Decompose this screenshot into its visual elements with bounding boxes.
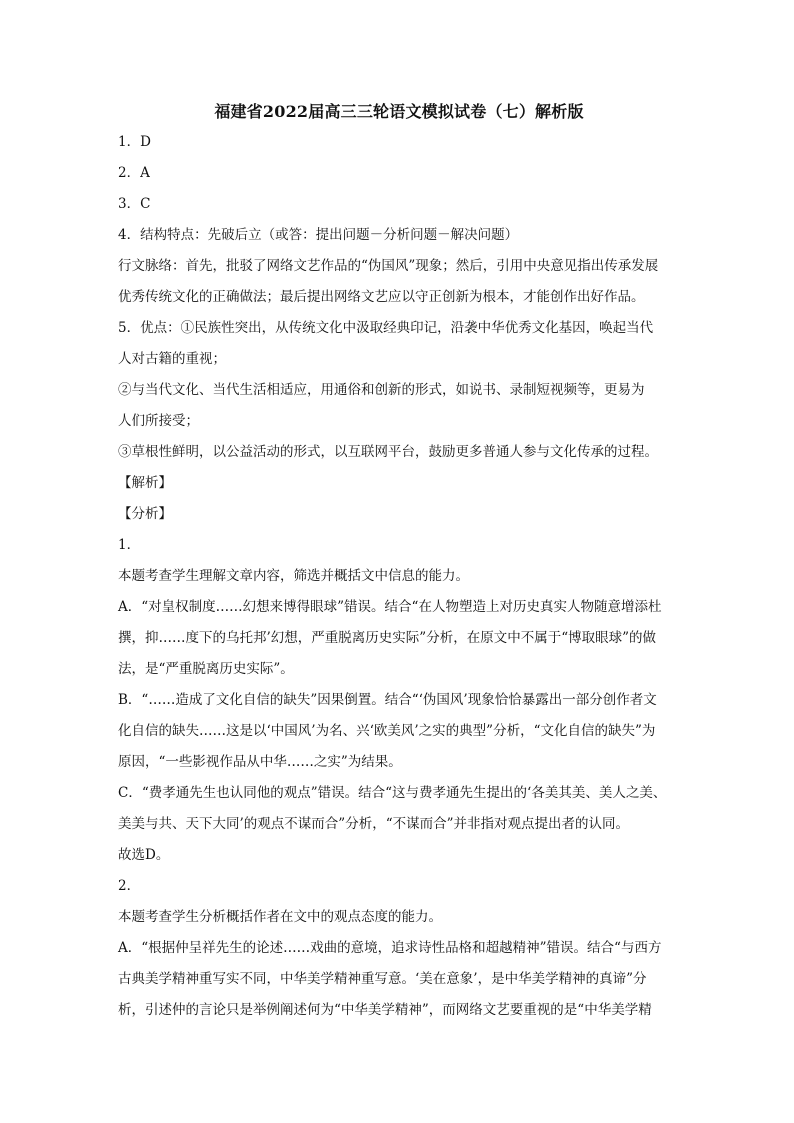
analysis-line: B．“……造成了文化自信的缺失”因果倒置。结合“‘伪国风’现象恰恰暴露出一部分创作者文 (118, 692, 657, 708)
answer-line: ③草根性鲜明，以公益活动的形式，以互联网平台，鼓励更多普通人参与文化传承的过程。 (118, 444, 658, 460)
answer-line: 人对古籍的重视； (118, 351, 226, 367)
analysis-line: A．“根据仲呈祥先生的论述……戏曲的意境，追求诗性品格和超越精神”错误。结合“与西方 (118, 940, 662, 956)
analysis-line: 撰，抑……度下的乌托邦’幻想，严重脱离历史实际”分析，在原文中不属于“博取眼球”的做 (118, 630, 656, 646)
analysis-line: 美美与共、天下大同’的观点不谋而合”分析，“不谋而合”并非指对观点提出者的认同。 (118, 816, 629, 832)
answer-line: 5．优点：①民族性突出，从传统文化中汲取经典印记，沿袭中华优秀文化基因，唤起当代 (118, 320, 654, 336)
question-number: 1． (118, 537, 141, 553)
analysis-line: C．“费孝通先生也认同他的观点”错误。结合“这与费孝通先生提出的‘各美其美、美人之美、 (118, 785, 667, 801)
analysis-line: 本题考查学生分析概括作者在文中的观点态度的能力。 (118, 909, 442, 925)
document-title: 福建省2022届高三三轮语文模拟试卷（七）解析版 (214, 102, 584, 121)
analysis-line: 法，是“严重脱离历史实际”。 (118, 661, 294, 677)
analysis-line: 析，引述仲的言论只是举例阐述何为“中华美学精神”，而网络文艺要重视的是“中华美学精 (118, 1002, 652, 1018)
document-page (118, 97, 680, 1026)
answer-line: 3．C (118, 196, 151, 212)
answer-body (118, 127, 680, 1026)
answer-line: 2．A (118, 165, 150, 181)
analysis-line: 古典美学精神重写实不同，中华美学精神重写意。‘美在意象’，是中华美学精神的真谛”分 (118, 971, 647, 987)
answer-line: 优秀传统文化的正确做法；最后提出网络文艺应以守正创新为根本，才能创作出好作品。 (118, 289, 645, 305)
answer-line: 人们所接受； (118, 413, 199, 429)
section-heading: 【分析】 (118, 506, 172, 522)
analysis-line: 原因，“一些影视作品从中华……之实”为结果。 (118, 754, 402, 770)
analysis-line: A．“对皇权制度……幻想来博得眼球”错误。结合“在人物塑造上对历史真实人物随意增添杜 (118, 599, 662, 615)
analysis-line: 故选D。 (118, 847, 170, 863)
answer-line: 行文脉络：首先，批驳了网络文艺作品的“伪国风”现象；然后，引用中央意见指出传承发展 (118, 258, 659, 274)
answer-line: 4．结构特点：先破后立（或答：提出问题－分析问题－解决问题） (118, 227, 519, 243)
question-number: 2． (118, 878, 141, 894)
analysis-line: 化自信的缺失……这是以‘中国风’为名、兴‘欧美风’之实的典型”分析，“文化自信的缺失”为 (118, 723, 656, 739)
answer-line: ②与当代文化、当代生活相适应，用通俗和创新的形式，如说书、录制短视频等，更易为 (118, 382, 645, 398)
section-heading: 【解析】 (118, 475, 172, 491)
analysis-line: 本题考查学生理解文章内容，筛选并概括文中信息的能力。 (118, 568, 469, 584)
answer-line: 1．D (118, 134, 151, 150)
